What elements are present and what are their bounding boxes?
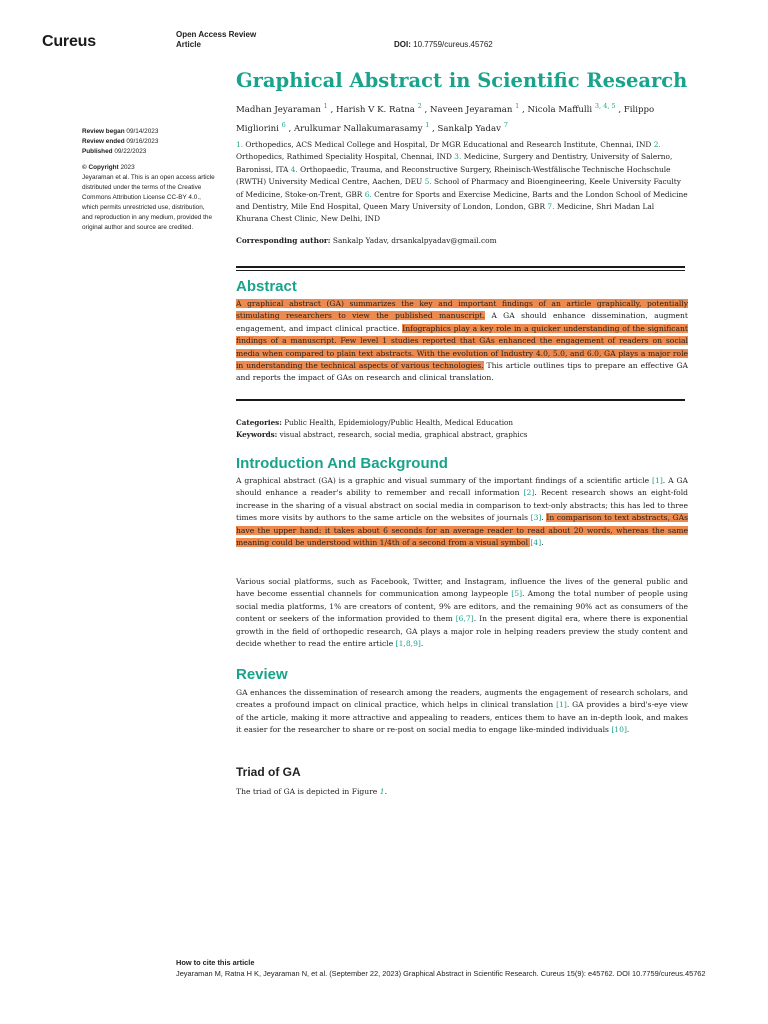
author-affiliation-ref: 3, 4, 5	[594, 102, 616, 110]
published-date: Published 09/22/2023	[82, 148, 147, 155]
author-name[interactable]: Nicola Maffulli	[527, 104, 593, 115]
how-to-cite-label: How to cite this article	[176, 958, 255, 967]
author-name[interactable]: Naveen Jeyaraman	[429, 104, 513, 115]
affiliation-number: 6.	[364, 189, 372, 199]
paragraph-text: Various social platforms, such as Facebook, Twitter, and Instagram, influence the lives of the general public and have become essential channels for communication among laypeople	[236, 577, 688, 599]
keywords: Keywords: visual abstract, research, social media, graphical abstract, graphics	[236, 430, 528, 439]
intro-paragraph-1	[236, 475, 688, 549]
review-dates	[82, 127, 216, 157]
citation-link[interactable]: [6,7]	[455, 614, 474, 624]
review-heading: Review	[236, 666, 288, 683]
divider	[236, 399, 685, 401]
affiliation-text: School of Pharmacy and Bioengineering, Keele University Faculty of Medicine, Stoke-on-Trent, GBR	[236, 177, 681, 199]
citation-text: Jeyaraman M, Ratna H K, Jeyaraman N, et al. (September 22, 2023) Graphical Abstract in Scientific Research. Cureus 15(9): e45762. DOI 10.7759/cureus.45762	[176, 968, 706, 978]
triad-heading: Triad of GA	[236, 765, 301, 779]
article-title: Graphical Abstract in Scientific Research	[236, 69, 688, 92]
triad-paragraph: The triad of GA is depicted in Figure 1.	[236, 787, 387, 796]
paragraph-text: .	[541, 513, 547, 523]
copyright-text: Jeyaraman et al. This is an open access article distributed under the terms of the Creative Commons Attribution License CC-BY 4.0., which permits unrestricted use, distribution, and reproduction in any medium, provided the original author and source are credited.	[82, 174, 215, 231]
affiliation-text: Medicine, Surgery and Dentistry, University of Salerno, Baronissi, ITA	[236, 152, 673, 174]
abstract-heading: Abstract	[236, 278, 297, 295]
article-type	[176, 30, 256, 50]
how-to-cite	[176, 958, 706, 979]
affiliations	[236, 139, 688, 226]
citation-link[interactable]: [1]	[556, 700, 567, 710]
paragraph-text: . Among the total number of people using social media platforms, 1% are creators of content, 9% are editors, and the remaining 90% act as consumers of the content or seekers of the information provided to them	[236, 589, 688, 624]
paragraph-text: GA enhances the dissemination of research among the readers, augments the engagement of research scholars, and creates a profound impact on clinical practice, which helps in clinical translation	[236, 688, 688, 710]
article-type-line1: Open Access Review	[176, 30, 257, 39]
header-doi	[394, 40, 493, 49]
author-name[interactable]: Filippo Migliorini	[236, 104, 655, 134]
author-name[interactable]: Harish V K. Ratna	[335, 104, 415, 115]
affiliation-number: 2.	[653, 140, 661, 149]
affiliation-number: 7.	[547, 202, 555, 212]
highlighted-text: Infographics play a key role in a quicker understanding of the significant findings of a manuscript. Few level 1 studies reported that GAs enhanced the engagement of readers on social media when compared to plain text abstracts. With the evolution of Industry 4.0, 5.0, and 6.0, GA plays a major role in understanding the technical aspects of various technologies.	[236, 323, 688, 371]
abstract-text: A GA should enhance dissemination, augment engagement, and impact clinical practice.	[236, 311, 688, 333]
paragraph-text: .	[626, 725, 630, 735]
paragraph-text: . GA provides a bird's-eye view of the article, making it more attractive and appealing to readers, entices them to have an in-depth look, and makes it easier for the researcher to share or re-post on social media to engage like-minded individuals	[236, 700, 688, 735]
article-type-line2: Article	[176, 40, 201, 49]
author-name[interactable]: Arulkumar Nallakumarasamy	[293, 123, 423, 134]
affiliation-text: Orthopedics, ACS Medical College and Hospital, Dr MGR Educational and Research Institute, Chennai, IND	[245, 140, 652, 149]
doi-label: DOI:	[394, 40, 411, 49]
categories: Categories: Public Health, Epidemiology/Public Health, Medical Education	[236, 418, 514, 427]
citation-link[interactable]: [3]	[530, 513, 542, 523]
citation-link[interactable]: [10]	[611, 725, 627, 735]
author-affiliation-ref: 6	[281, 120, 286, 129]
paragraph-text: .	[541, 538, 544, 548]
affiliation-number: 3.	[454, 152, 462, 162]
review-ended: Review ended 09/16/2023	[82, 138, 159, 145]
author-list: Madhan Jeyaraman $^1$ , Harish V K. Ratna $^2$ , Naveen Jeyaraman $^1$ , Nicola Maffulli $^{3, 4, 5}$ , Filippo Migliorini $^6$ , Arulkumar Nallakumarasamy $^1$ , Sankalp Yadav $^7$	[236, 102, 655, 134]
copyright-heading: © Copyright 2023	[82, 164, 135, 171]
divider	[236, 270, 685, 271]
paragraph-text: . In the present digital era, where there is exponential growth in the field of orthopedic research, GA plays a major role in helping readers preview the study content and decide whether to read the entire article	[236, 614, 688, 649]
article-meta	[236, 417, 688, 441]
corresponding-author: Corresponding author: Sankalp Yadav, drsankalpyadav@gmail.com	[236, 236, 497, 245]
highlighted-text: In comparison to text abstracts, GAs have the upper hand: it takes about 6 seconds for an average reader to read about 20 words, whereas the same meaning could be understood within 1/4th of a second from a visual symbol	[236, 513, 689, 548]
divider	[236, 266, 685, 268]
author-affiliation-ref: 1	[515, 102, 520, 110]
affiliation-number: 4.	[290, 164, 298, 174]
citation-link[interactable]: [1]	[652, 476, 663, 485]
author-affiliation-ref: 7	[503, 120, 508, 129]
affiliation-text: Orthopedics, Rathimed Speciality Hospital, Chennai, IND	[236, 152, 452, 162]
author-affiliation-ref: 1	[425, 120, 430, 129]
intro-heading: Introduction And Background	[236, 455, 448, 472]
author-name[interactable]: Madhan Jeyaraman	[236, 104, 321, 115]
intro-paragraph-2	[236, 576, 688, 650]
journal-logo: Cureus	[42, 33, 96, 50]
highlighted-text: A graphical abstract (GA) summarizes the key and important findings of an article graphically, potentially stimulating researchers to view the published manuscript.	[236, 299, 688, 321]
paragraph-text: A graphical abstract (GA) is a graphic and visual summary of the important findings of a scientific article	[236, 476, 653, 485]
citation-link[interactable]: [2]	[523, 488, 535, 498]
affiliation-text: Centre for Sports and Exercise Medicine, Barts and the London School of Medicine and Dentistry, Mile End Hospital, Queen Mary University of London, London, GBR	[236, 189, 688, 212]
citation-link[interactable]: [4]	[530, 538, 542, 548]
author-name[interactable]: Sankalp Yadav	[437, 123, 501, 134]
author-affiliation-ref: 2	[417, 102, 422, 110]
copyright-notice	[82, 163, 216, 233]
citation-link[interactable]: [1,8,9]	[395, 639, 421, 649]
review-began: Review began 09/14/2023	[82, 128, 159, 135]
abstract-text: This article outlines tips to prepare an effective GA and reports the impact of GAs on research and clinical translation.	[236, 361, 689, 383]
citation-link[interactable]: [5]	[511, 589, 523, 599]
review-paragraph-1	[236, 687, 688, 737]
paragraph-text: . Recent research shows an eight-fold increase in the sharing of a visual abstract on social media in comparison to text-only abstracts; this has led to three times more visits by authors to the same article on the websites of journals	[236, 488, 688, 523]
figure-link[interactable]: 1	[379, 787, 385, 796]
doi-value[interactable]: 10.7759/cureus.45762	[413, 40, 493, 49]
affiliation-number: 5.	[424, 177, 432, 187]
author-affiliation-ref: 1	[323, 102, 328, 110]
affiliation-text: Orthopaedic, Trauma, and Reconstructive Surgery, Rheinisch-Westfälische Technische Hochschule (RWTH) University Medical Centre, Aachen, DEU	[236, 164, 671, 187]
paragraph-text: . A GA should enhance a reader's ability to remember and recall information	[236, 476, 688, 498]
paragraph-text: .	[420, 639, 424, 649]
affiliation-text: Medicine, Shri Madan Lal Khurana Chest Clinic, New Delhi, IND	[236, 202, 655, 224]
abstract-body	[236, 298, 688, 385]
affiliation-number: 1.	[236, 140, 244, 149]
